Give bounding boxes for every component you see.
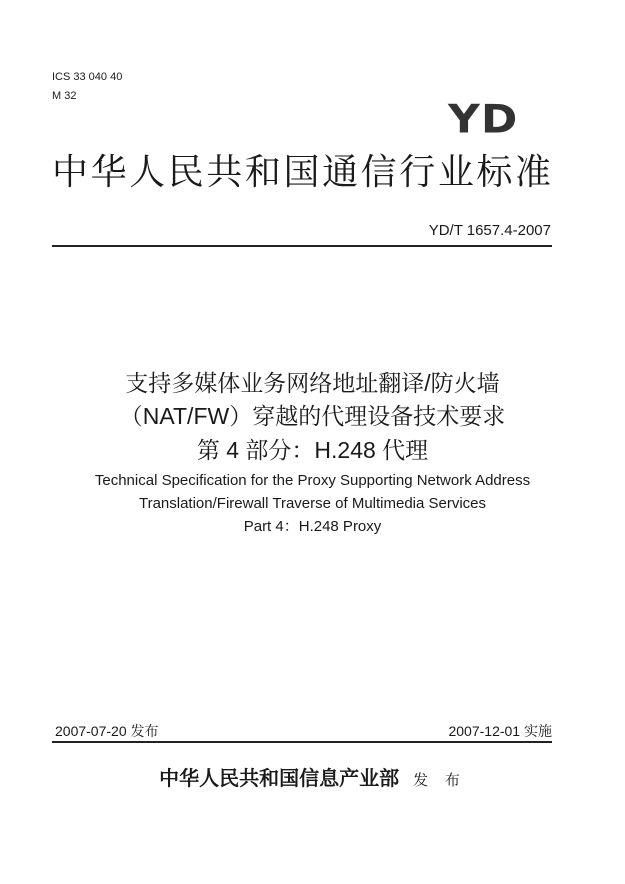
title-zh-line-1: 支持多媒体业务网络地址翻译/防火墙 [125,370,500,396]
yd-logo: YD [448,96,519,143]
footer-divider [52,741,552,743]
publisher-line [0,762,625,791]
title-zh-line-3: 第 4 部分：H.248 代理 [196,437,429,463]
title-en-line-3: Part 4：H.248 Proxy [243,518,382,535]
publish-date: 2007-07-20 发布 [55,723,159,739]
title-en-line-2: Translation/Firewall Traverse of Multimedia Services [138,495,487,512]
standard-title: 中华人民共和国通信行业标准 [52,151,552,192]
document-number: YD/T 1657.4-2007 [428,222,551,239]
publisher-name: 中华人民共和国信息产业部 [159,766,400,790]
header-divider [52,245,552,247]
title-zh-line-2: （NAT/FW）穿越的代理设备技术要求 [119,403,506,429]
title-en-line-1: Technical Specification for the Proxy Supporting Network Address [94,472,531,489]
publish-action: 发 布 [413,771,466,789]
classification-code: M 32 [52,90,77,102]
implement-date: 2007-12-01 实施 [448,723,552,739]
ics-code: ICS 33 040 40 [52,71,123,83]
